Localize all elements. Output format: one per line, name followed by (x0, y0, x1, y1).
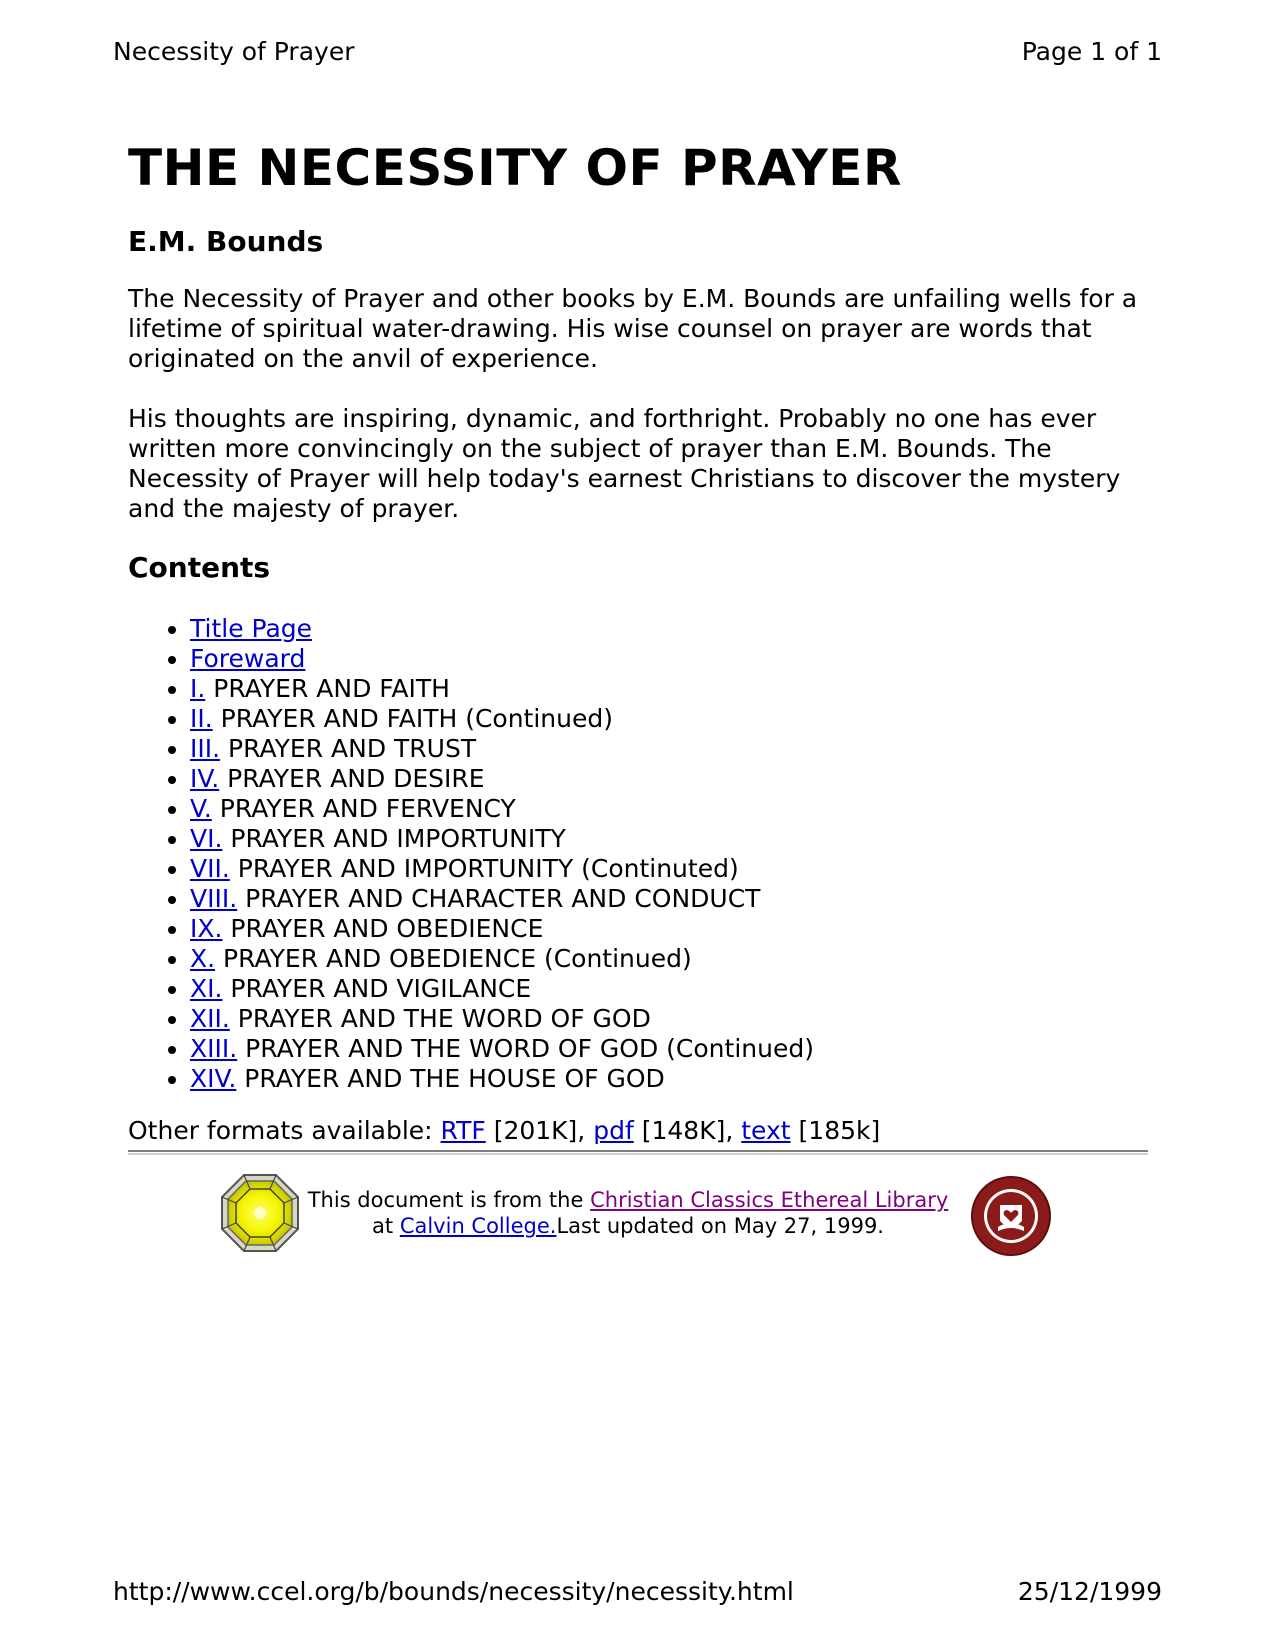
toc-item (190, 644, 1148, 674)
toc-chapter-title: PRAYER AND IMPORTUNITY (230, 824, 566, 853)
toc-link-chapter-4[interactable]: IV. (190, 764, 220, 793)
other-formats (128, 1116, 1148, 1146)
toc-link-chapter-9[interactable]: IX. (190, 914, 223, 943)
pdf-size: [148K], (641, 1116, 734, 1145)
text-link[interactable]: text (741, 1116, 791, 1145)
table-of-contents (128, 614, 1148, 1094)
toc-item (190, 824, 1148, 854)
toc-link-chapter-1[interactable]: I. (190, 674, 206, 703)
page-url: http://www.ccel.org/b/bounds/necessity/necessity.html (113, 1577, 794, 1606)
toc-link-chapter-5[interactable]: V. (190, 794, 212, 823)
toc-item (190, 1004, 1148, 1034)
toc-item (190, 674, 1148, 704)
toc-link-chapter-6[interactable]: VI. (190, 824, 223, 853)
toc-item (190, 1064, 1148, 1094)
toc-link-foreward[interactable]: Foreward (190, 644, 306, 673)
toc-item (190, 884, 1148, 914)
toc-item (190, 944, 1148, 974)
toc-item (190, 914, 1148, 944)
credit-block (128, 1165, 1148, 1255)
text-size: [185k] (798, 1116, 881, 1145)
toc-chapter-title: PRAYER AND FAITH (Continued) (220, 704, 614, 733)
page-header-title: Necessity of Prayer (113, 37, 355, 66)
ccel-link[interactable]: Christian Classics Ethereal Library (590, 1188, 949, 1212)
toc-link-chapter-3[interactable]: III. (190, 734, 221, 763)
author-name: E.M. Bounds (128, 225, 324, 258)
toc-link-chapter-11[interactable]: XI. (190, 974, 223, 1003)
toc-link-title-page[interactable]: Title Page (190, 614, 313, 643)
print-date: 25/12/1999 (1017, 1577, 1162, 1606)
credit-text (288, 1187, 968, 1239)
document-body (128, 130, 1148, 1255)
toc-item (190, 704, 1148, 734)
toc-chapter-title: PRAYER AND TRUST (228, 734, 477, 763)
credit-prefix: This document is from the (307, 1188, 584, 1212)
toc-chapter-title: PRAYER AND FERVENCY (219, 794, 516, 823)
toc-link-chapter-13[interactable]: XIII. (190, 1034, 238, 1063)
toc-item (190, 794, 1148, 824)
formats-label: Other formats available: (128, 1116, 433, 1145)
toc-chapter-title: PRAYER AND OBEDIENCE (Continued) (223, 944, 692, 973)
toc-item (190, 1034, 1148, 1064)
toc-link-chapter-7[interactable]: VII. (190, 854, 230, 883)
toc-link-chapter-14[interactable]: XIV. (190, 1064, 237, 1093)
toc-item (190, 974, 1148, 1004)
rtf-size: [201K], (493, 1116, 586, 1145)
credit-at: at (372, 1214, 394, 1238)
calvin-college-link[interactable]: Calvin College. (399, 1214, 557, 1238)
toc-item (190, 764, 1148, 794)
last-updated: Last updated on May 27, 1999. (556, 1214, 884, 1238)
toc-chapter-title: PRAYER AND DESIRE (227, 764, 485, 793)
toc-link-chapter-8[interactable]: VIII. (190, 884, 238, 913)
calvin-seal-icon (970, 1175, 1052, 1257)
toc-chapter-title: PRAYER AND THE HOUSE OF GOD (244, 1064, 665, 1093)
page-number: Page 1 of 1 (1021, 37, 1162, 66)
toc-link-chapter-12[interactable]: XII. (190, 1004, 230, 1033)
toc-link-chapter-10[interactable]: X. (190, 944, 216, 973)
rtf-link[interactable]: RTF (440, 1116, 486, 1145)
book-title: THE NECESSITY OF PRAYER (128, 139, 902, 197)
toc-item (190, 854, 1148, 884)
contents-heading: Contents (128, 551, 271, 584)
toc-link-chapter-2[interactable]: II. (190, 704, 213, 733)
pdf-link[interactable]: pdf (593, 1116, 634, 1145)
intro-paragraph-1: The Necessity of Prayer and other books by E.M. Bounds are unfailing wells for a lifetime of spiritual water-drawing. His wise counsel on prayer are words that originated on the anvil of experience. (128, 284, 1138, 373)
toc-chapter-title: PRAYER AND VIGILANCE (230, 974, 532, 1003)
toc-chapter-title: PRAYER AND FAITH (213, 674, 450, 703)
toc-chapter-title: PRAYER AND THE WORD OF GOD (Continued) (245, 1034, 814, 1063)
toc-chapter-title: PRAYER AND OBEDIENCE (230, 914, 544, 943)
horizontal-rule (128, 1150, 1148, 1155)
toc-item (190, 614, 1148, 644)
intro-paragraph-2: His thoughts are inspiring, dynamic, and forthright. Probably no one has ever written more convincingly on the subject of prayer than E.M. Bounds. The Necessity of Prayer will help today's earnest Christians to discover the mystery and the majesty of prayer. (128, 404, 1121, 523)
toc-chapter-title: PRAYER AND THE WORD OF GOD (237, 1004, 651, 1033)
toc-item (190, 734, 1148, 764)
toc-chapter-title: PRAYER AND CHARACTER AND CONDUCT (245, 884, 761, 913)
toc-chapter-title: PRAYER AND IMPORTUNITY (Continuted) (237, 854, 739, 883)
